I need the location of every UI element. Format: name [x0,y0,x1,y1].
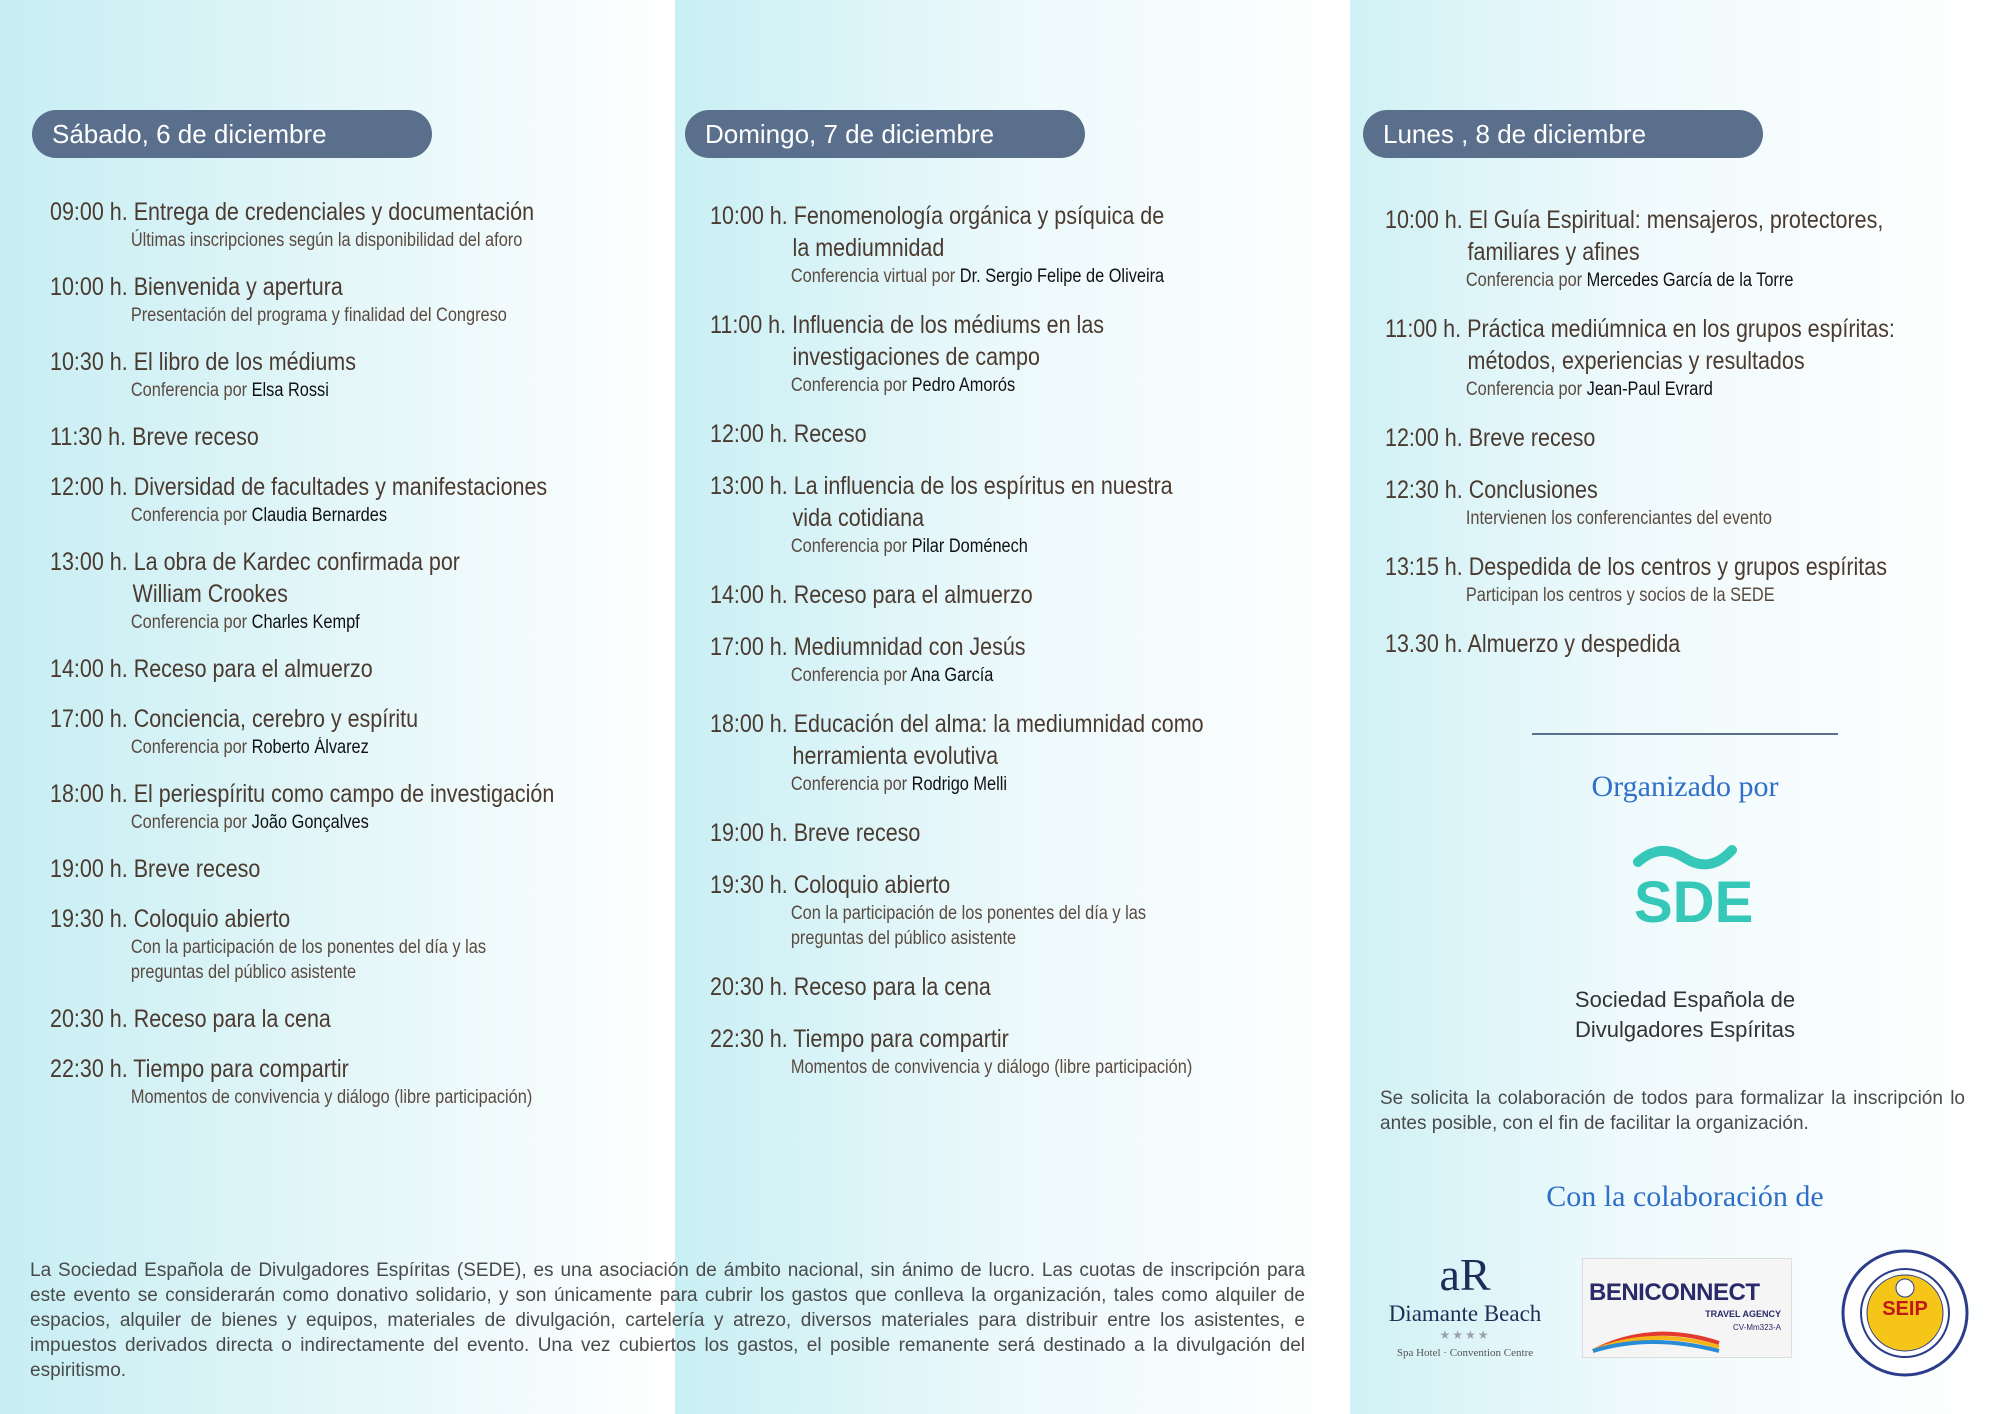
schedule-item [50,196,650,253]
schedule-item [1385,204,1985,293]
item-subtitle [50,810,566,835]
item-subtitle [710,1055,1243,1080]
item-title [50,421,566,453]
beniconnect-logo [1582,1258,1792,1358]
schedule-item [1385,628,1985,660]
item-title-continued: la mediumnidad [792,234,945,262]
item-title-text: Coloquio abierto [133,905,291,933]
item-title [710,631,1243,663]
schedule-item [50,1003,650,1035]
sede-name-line2: Divulgadores Espíritas [1574,1017,1796,1042]
collaboration-heading: Con la colaboración de [1546,1180,1824,1213]
sede-logo-text: SDE [1634,870,1754,935]
item-title-text: Influencia de los médiums en las [792,311,1105,339]
item-title-continued: vida cotidiana [792,504,925,532]
item-title [1385,422,1901,454]
schedule-item [50,471,650,528]
item-title [1385,313,1901,377]
speaker-name: Pilar Doménech [911,536,1028,557]
item-subtitle [710,534,1243,559]
item-subtitle [50,228,566,253]
schedule-item [50,346,650,403]
item-subtitle [50,735,566,760]
item-subtitle-text: Conferencia por [790,536,912,557]
diamante-stars: ★★★★ [1439,1328,1491,1342]
monday-schedule [1385,204,1985,680]
speaker-name: Ana García [910,665,994,686]
item-title [50,703,566,735]
schedule-item [50,778,650,835]
item-title-continued: herramienta evolutiva [792,742,999,770]
beniconnect-code: CV-Mm323-A [1732,1323,1781,1332]
item-title-text: Receso para la cena [793,973,991,1001]
item-time: 18:00 h. [50,780,128,808]
item-subtitle-line2: preguntas del público asistente [130,962,357,983]
item-subtitle [50,503,566,528]
sede-name [1530,985,1840,1045]
item-time: 20:30 h. [50,1005,128,1033]
diamante-sub: Spa Hotel · Convention Centre [1396,1347,1534,1359]
schedule-item [710,708,1330,797]
item-title-text: Tiempo para compartir [133,1055,349,1083]
item-title-text: El periespíritu como campo de investigación [133,780,555,808]
beniconnect-name: BENICONNECT [1589,1279,1760,1306]
item-subtitle-text: Conferencia por [130,612,252,633]
item-title [1385,551,1901,583]
item-time: 12:30 h. [1385,476,1463,504]
item-time: 12:00 h. [1385,424,1463,452]
schedule-item [50,421,650,453]
item-time: 10:00 h. [1385,206,1463,234]
speaker-name: Mercedes García de la Torre [1586,270,1794,291]
item-subtitle [50,935,566,960]
sunday-schedule [710,200,1330,1100]
item-title [50,271,566,303]
item-title-continued: métodos, experiencias y resultados [1467,347,1805,375]
item-time: 09:00 h. [50,198,128,226]
speaker-name: João Gonçalves [251,812,369,833]
item-title-text: Breve receso [1468,424,1596,452]
item-subtitle-text: Con la participación de los ponentes del día y las [130,937,487,958]
item-subtitle [710,264,1243,289]
item-time: 11:00 h. [710,311,787,339]
day-header-monday: Lunes , 8 de diciembre [1363,110,1763,158]
item-subtitle-text: Últimas inscripciones según la disponibilidad del aforo [130,230,523,251]
item-title [710,708,1243,772]
speaker-name: Elsa Rossi [251,380,329,401]
beniconnect-agency: TRAVEL AGENCY [1705,1309,1781,1319]
footer-disclaimer: La Sociedad Española de Divulgadores Espíritas (SEDE), es una asociación de ámbito nacional, sin ánimo de lucro. Las cuotas de inscripción para este evento se considerarán como donativo solidario, y son únicamente para cubrir los gastos que conlleva la organización, tales como alquiler de espacios, alquiler de bienes y equipos, materiales de divulgación, cartelería y atrezo, diversos materiales para distribuir entre los asistentes, e impuestos derivados directa o indirectamente del evento. Una vez cubiertos los gastos, el posible remanente será destinado a la divulgación del espiritismo. [30,1260,1305,1381]
item-title [50,346,566,378]
item-time: 10:00 h. [50,273,128,301]
item-title-text: Fenomenología orgánica y psíquica de [793,202,1165,230]
diamante-mark: aR [1439,1249,1491,1300]
item-subtitle-text: Conferencia por [790,665,911,686]
item-subtitle-text: Intervienen los conferenciantes del evento [1465,508,1772,529]
item-title-text: Breve receso [132,423,259,451]
item-subtitle-text: Conferencia por [130,505,252,526]
item-title-text: El libro de los médiums [133,348,356,376]
schedule-item [50,853,650,885]
item-title [710,869,1243,901]
schedule-item [50,653,650,685]
item-title-text: El Guía Espiritual: mensajeros, protectores, [1468,206,1884,234]
item-title [710,470,1243,534]
day-header-sunday: Domingo, 7 de diciembre [685,110,1085,158]
schedule-item [710,1023,1330,1080]
item-time: 14:00 h. [50,655,128,683]
item-time: 11:30 h. [50,423,127,451]
item-title-text: Receso para la cena [133,1005,331,1033]
speaker-name: Charles Kempf [251,612,360,633]
item-title [1385,474,1901,506]
item-subtitle [50,378,566,403]
item-title-text: Conciencia, cerebro y espíritu [133,705,419,733]
day-header-saturday: Sábado, 6 de diciembre [32,110,432,158]
sede-logo [1630,840,1754,980]
item-time: 22:30 h. [50,1055,128,1083]
organized-by-heading: Organizado por [1591,770,1779,803]
item-time: 19:30 h. [50,905,128,933]
schedule-item [1385,422,1985,454]
item-time: 14:00 h. [710,581,788,609]
item-subtitle-line2: preguntas del público asistente [790,928,1017,949]
item-time: 13:15 h. [1385,553,1463,581]
item-title-text: Práctica mediúmnica en los grupos espíritas: [1467,315,1895,343]
item-subtitle [710,772,1243,797]
item-title [50,903,566,935]
item-title-text: La obra de Kardec confirmada por [133,548,460,576]
schedule-item [710,418,1330,450]
item-subtitle-text: Conferencia por [790,774,912,795]
seip-logo [1840,1248,1970,1378]
diamante-beach-logo [1380,1250,1550,1370]
item-time: 19:30 h. [710,871,788,899]
saturday-schedule [50,196,650,1128]
item-title [710,579,1243,611]
speaker-name: Jean-Paul Evrard [1586,379,1713,400]
item-title-text: Entrega de credenciales y documentación [133,198,535,226]
sede-name-line1: Sociedad Española de [1574,987,1796,1012]
schedule-item [710,470,1330,559]
item-time: 20:30 h. [710,973,788,1001]
schedule-item [710,971,1330,1003]
item-subtitle [1385,506,1901,531]
item-subtitle [710,901,1243,926]
item-title [50,471,566,503]
item-subtitle [50,303,566,328]
item-title-text: Receso para el almuerzo [133,655,373,683]
item-subtitle-text: Momentos de convivencia y diálogo (libre participación) [130,1087,533,1108]
item-time: 12:00 h. [710,420,788,448]
schedule-item [50,271,650,328]
item-time: 17:00 h. [50,705,128,733]
registration-request-text: Se solicita la colaboración de todos para formalizar la inscripción lo antes posible, con el fin de facilitar la organización. [1380,1088,1965,1134]
item-time: 13:00 h. [50,548,128,576]
item-subtitle-text: Conferencia por [130,380,252,401]
item-title [710,971,1243,1003]
item-title-text: Receso [793,420,867,448]
item-title [1385,204,1901,268]
item-time: 17:00 h. [710,633,788,661]
speaker-name: Dr. Sergio Felipe de Oliveira [959,266,1165,287]
item-time: 22:30 h. [710,1025,788,1053]
item-subtitle-text: Conferencia por [1465,379,1587,400]
schedule-item [1385,551,1985,608]
speaker-name: Claudia Bernardes [251,505,387,526]
item-subtitle [1385,583,1901,608]
item-time: 19:00 h. [710,819,788,847]
item-title-text: Breve receso [793,819,921,847]
item-title [50,1003,566,1035]
item-title [50,1053,566,1085]
schedule-item [50,1053,650,1110]
item-subtitle [50,610,566,635]
item-title-continued: familiares y afines [1467,238,1640,266]
item-subtitle-text: Momentos de convivencia y diálogo (libre participación) [790,1057,1193,1078]
speaker-name: Roberto Álvarez [251,737,369,758]
item-title-text: Receso para el almuerzo [793,581,1033,609]
item-title-continued: investigaciones de campo [792,343,1040,371]
item-subtitle-text: Conferencia por [790,375,912,396]
divider-line [1532,733,1838,735]
item-title [50,853,566,885]
item-title [50,196,566,228]
schedule-item [710,309,1330,398]
item-time: 18:00 h. [710,710,788,738]
item-subtitle-text: Presentación del programa y finalidad del Congreso [130,305,507,326]
schedule-item [710,631,1330,688]
item-title-text: Almuerzo y despedida [1467,630,1681,658]
item-title-text: Breve receso [133,855,261,883]
item-title-text: Diversidad de facultades y manifestaciones [133,473,548,501]
item-title [710,200,1243,264]
schedule-item [710,817,1330,849]
schedule-item [710,869,1330,951]
item-time: 12:00 h. [50,473,128,501]
item-subtitle [710,373,1243,398]
item-title-text: Tiempo para compartir [793,1025,1009,1053]
item-title-text: Conclusiones [1468,476,1598,504]
item-title-continued: William Crookes [132,580,288,608]
item-title [50,653,566,685]
item-title-text: Educación del alma: la mediumnidad como [793,710,1204,738]
schedule-item [50,903,650,985]
item-time: 11:00 h. [1385,315,1462,343]
item-title [1385,628,1901,660]
schedule-item [50,546,650,635]
item-title-text: Coloquio abierto [793,871,951,899]
item-title [50,778,566,810]
item-subtitle-text: Participan los centros y socios de la SEDE [1465,585,1775,606]
item-title-text: Despedida de los centros y grupos espíritas [1468,553,1887,581]
speaker-name: Pedro Amorós [911,375,1016,396]
item-subtitle-text: Conferencia por [130,737,252,758]
item-time: 19:00 h. [50,855,128,883]
item-title [710,309,1243,373]
item-subtitle [1385,377,1901,402]
diamante-name: Diamante Beach [1388,1301,1542,1326]
item-time: 10:30 h. [50,348,128,376]
item-title-text: Bienvenida y apertura [133,273,343,301]
item-title-text: La influencia de los espíritus en nuestra [793,472,1173,500]
schedule-item [50,703,650,760]
item-subtitle-text: Con la participación de los ponentes del día y las [790,903,1147,924]
schedule-item [710,200,1330,289]
item-time: 10:00 h. [710,202,788,230]
item-title-text: Mediumnidad con Jesús [793,633,1026,661]
item-subtitle [50,1085,566,1110]
item-subtitle-text: Conferencia por [130,812,252,833]
item-subtitle [710,663,1243,688]
item-time: 13.30 h. [1385,630,1463,658]
item-title [710,418,1243,450]
schedule-item [710,579,1330,611]
item-subtitle-text: Conferencia virtual por [790,266,960,287]
item-title [710,817,1243,849]
beniconnect-rainbow-icon [1591,1325,1721,1353]
seip-label: SEIP [1882,1298,1928,1320]
item-subtitle [1385,268,1901,293]
item-title [50,546,566,610]
item-subtitle-text: Conferencia por [1465,270,1587,291]
schedule-item [1385,313,1985,402]
schedule-item [1385,474,1985,531]
speaker-name: Rodrigo Melli [911,774,1007,795]
item-time: 13:00 h. [710,472,788,500]
item-title [710,1023,1243,1055]
